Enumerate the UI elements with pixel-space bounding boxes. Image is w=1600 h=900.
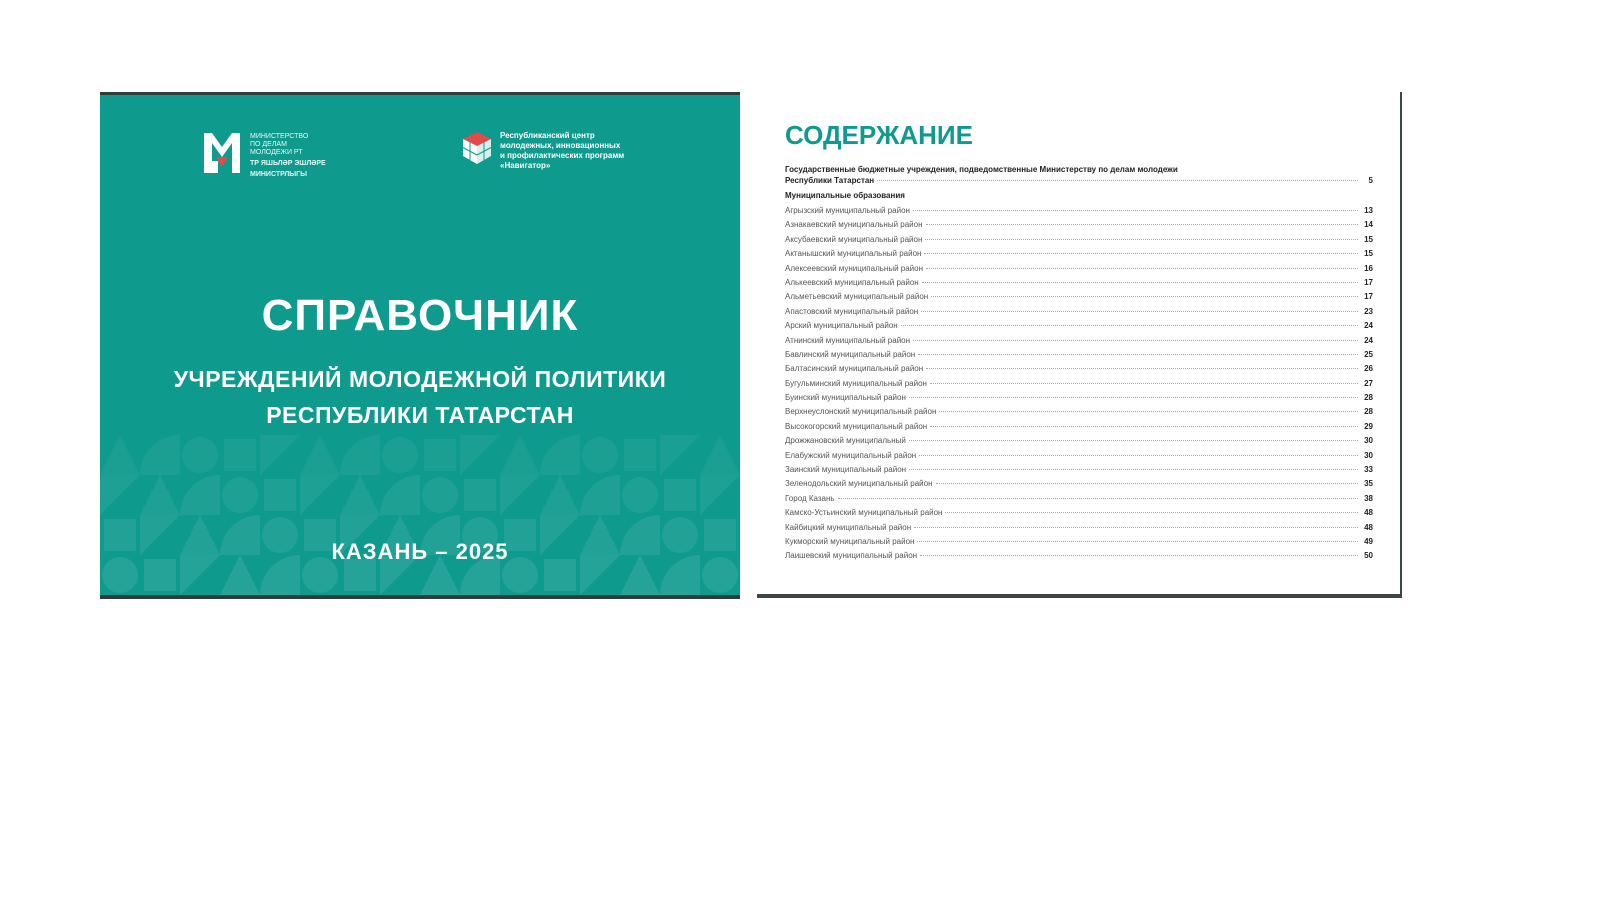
toc-leader-dots xyxy=(931,296,1358,297)
toc-item-page: 30 xyxy=(1364,436,1373,446)
pattern-shape xyxy=(424,439,456,471)
toc-leader-dots xyxy=(909,397,1358,398)
toc-leader-dots xyxy=(901,325,1358,326)
toc-item-page: 15 xyxy=(1364,234,1373,244)
pattern-shape xyxy=(422,477,458,513)
toc-item-label: Арский муниципальный район xyxy=(785,321,898,331)
pattern-shape xyxy=(222,477,258,513)
pattern-shape xyxy=(142,597,178,599)
toc-item-page: 14 xyxy=(1364,220,1373,230)
toc-item[interactable] xyxy=(785,206,1373,220)
center-logo-line-4: «Навигатор» xyxy=(500,161,551,170)
toc-item[interactable] xyxy=(785,508,1373,522)
pattern-shape xyxy=(622,477,658,513)
ministry-logo-tatar-2: МИНИСТРЛЫГЫ xyxy=(250,171,307,178)
pattern-shape xyxy=(264,479,296,511)
cover-page xyxy=(100,92,740,599)
toc-item[interactable] xyxy=(785,523,1373,537)
toc-item-page: 28 xyxy=(1364,393,1373,403)
toc-leader-dots xyxy=(913,210,1358,211)
toc-leader-dots xyxy=(926,224,1358,225)
toc-leader-dots xyxy=(924,253,1358,254)
toc-header-line-1: Государственные бюджетные учреждения, подведомственные Министерству по делам молодежи xyxy=(785,165,1178,174)
toc-item-label: Балтасинский муниципальный район xyxy=(785,364,924,374)
toc-item[interactable] xyxy=(785,436,1373,450)
ministry-logo xyxy=(204,133,326,179)
ministry-logo-line-2: ПО ДЕЛАМ xyxy=(250,141,287,148)
toc-item-label: Кайбицкий муниципальный район xyxy=(785,522,912,532)
toc-item[interactable] xyxy=(785,292,1373,306)
pattern-shape xyxy=(300,475,340,515)
toc-item-label: Верхнеуслонский муниципальный район xyxy=(785,407,937,417)
toc-leader-dots xyxy=(920,555,1358,556)
toc-item-label: Лаишевский муниципальный район xyxy=(785,551,918,561)
pattern-shape xyxy=(624,439,656,471)
toc-item-label: Алькеевский муниципальный район xyxy=(785,277,919,287)
toc-item[interactable] xyxy=(785,393,1373,407)
pattern-shape xyxy=(620,595,660,599)
toc-items xyxy=(785,206,1373,566)
toc-item-page: 33 xyxy=(1364,465,1373,475)
pattern-shape xyxy=(664,479,696,511)
toc-leader-dots xyxy=(877,180,1358,181)
pattern-shape xyxy=(342,597,378,599)
toc-item-label: Камско-Устьинский муниципальный район xyxy=(785,508,943,518)
toc-item[interactable] xyxy=(785,451,1373,465)
toc-header-entry[interactable] xyxy=(785,176,1373,188)
toc-item-page: 26 xyxy=(1364,364,1373,374)
pattern-shape xyxy=(140,475,180,515)
pattern-shape xyxy=(182,437,218,473)
toc-item[interactable] xyxy=(785,379,1373,393)
toc-leader-dots xyxy=(945,512,1358,513)
table-of-contents xyxy=(785,164,1373,566)
pattern-shape xyxy=(660,595,700,599)
toc-item-label: Аксубаевский муниципальный район xyxy=(785,234,923,244)
toc-item-label: Альметьевский муниципальный район xyxy=(785,292,929,302)
toc-item-page: 29 xyxy=(1364,421,1373,431)
pattern-shape xyxy=(500,475,540,515)
toc-item[interactable] xyxy=(785,479,1373,493)
toc-item[interactable] xyxy=(785,422,1373,436)
center-logo-line-3: и профилактических программ xyxy=(500,151,625,160)
toc-item[interactable] xyxy=(785,537,1373,551)
toc-item[interactable] xyxy=(785,235,1373,249)
pattern-shape xyxy=(140,435,180,475)
pattern-shape xyxy=(460,435,500,475)
toc-item-label: Дрожжановский муниципальный xyxy=(785,436,906,446)
toc-item[interactable] xyxy=(785,220,1373,234)
cover-subtitle-line-1: УЧРЕЖДЕНИЙ МОЛОДЕЖНОЙ ПОЛИТИКИ xyxy=(173,366,667,392)
toc-item-page: 27 xyxy=(1364,378,1373,388)
pattern-shape xyxy=(340,435,380,475)
toc-leader-dots xyxy=(917,541,1358,542)
toc-leader-dots xyxy=(930,426,1358,427)
toc-item-label: Елабужский муниципальный район xyxy=(785,450,917,460)
pattern-shape xyxy=(700,435,740,475)
toc-item-page: 24 xyxy=(1364,321,1373,331)
toc-item-page: 50 xyxy=(1364,551,1373,561)
toc-item[interactable] xyxy=(785,278,1373,292)
pattern-shape xyxy=(382,437,418,473)
toc-item-page: 24 xyxy=(1364,335,1373,345)
toc-item-page: 30 xyxy=(1364,450,1373,460)
ministry-logo-tatar-1: ТР ЯШЬЛӘР ЭШЛӘРЕ xyxy=(250,160,326,167)
toc-item-page: 48 xyxy=(1364,522,1373,532)
pattern-shape xyxy=(180,475,220,515)
cover-title: СПРАВОЧНИК xyxy=(261,291,579,340)
toc-item-page: 35 xyxy=(1364,479,1373,489)
ministry-m-icon xyxy=(204,133,240,173)
pattern-shape xyxy=(660,435,700,475)
pattern-shape xyxy=(300,435,340,475)
toc-item-page: 49 xyxy=(1364,536,1373,546)
toc-leader-dots xyxy=(921,311,1358,312)
pattern-shape xyxy=(260,435,300,475)
pattern-shape xyxy=(700,595,740,599)
pattern-shape xyxy=(100,435,140,475)
toc-item[interactable] xyxy=(785,264,1373,278)
pattern-shape xyxy=(542,597,578,599)
toc-leader-dots xyxy=(909,440,1358,441)
toc-item[interactable] xyxy=(785,407,1373,421)
toc-item-label: Заинский муниципальный район xyxy=(785,465,907,475)
contents-page xyxy=(757,92,1402,598)
pattern-shape xyxy=(300,595,340,599)
center-logo-line-1: Республиканский центр xyxy=(500,131,595,140)
toc-header-line-2: Республики Татарстан xyxy=(785,176,875,185)
pattern-shape xyxy=(500,435,540,475)
geometric-pattern xyxy=(100,435,740,599)
toc-item-label: Бугульминский муниципальный район xyxy=(785,378,927,388)
toc-item-page: 38 xyxy=(1364,493,1373,503)
pattern-shape xyxy=(464,479,496,511)
pattern-shape xyxy=(582,437,618,473)
toc-leader-dots xyxy=(926,368,1358,369)
toc-leader-dots xyxy=(838,498,1358,499)
pattern-shape xyxy=(540,435,580,475)
pattern-shape xyxy=(500,595,540,599)
cover-subtitle xyxy=(100,361,740,433)
toc-item[interactable] xyxy=(785,465,1373,479)
toc-item-label: Бавлинский муниципальный район xyxy=(785,349,916,359)
toc-item[interactable] xyxy=(785,350,1373,364)
toc-item-page: 17 xyxy=(1364,277,1373,287)
toc-item-page: 15 xyxy=(1364,249,1373,259)
toc-leader-dots xyxy=(936,483,1359,484)
contents-title: СОДЕРЖАНИЕ xyxy=(785,120,973,150)
pattern-shape xyxy=(220,595,260,599)
center-logo-line-2: молодежных, инновационных xyxy=(500,141,621,150)
toc-section-title: Муниципальные образования xyxy=(785,191,905,200)
toc-leader-dots xyxy=(909,469,1358,470)
pattern-shape xyxy=(540,475,580,515)
toc-leader-dots xyxy=(926,268,1358,269)
navigator-logo xyxy=(462,131,650,171)
toc-item-page: 23 xyxy=(1364,306,1373,316)
toc-item[interactable] xyxy=(785,494,1373,508)
pattern-shape xyxy=(340,475,380,515)
toc-item-label: Азнакаевский муниципальный район xyxy=(785,220,923,230)
cube-logo-icon xyxy=(462,131,492,165)
toc-leader-dots xyxy=(930,383,1358,384)
toc-item-label: Высокогорский муниципальный район xyxy=(785,421,928,431)
toc-leader-dots xyxy=(922,282,1358,283)
toc-header-page: 5 xyxy=(1368,176,1373,185)
toc-item[interactable] xyxy=(785,336,1373,350)
toc-item[interactable] xyxy=(785,321,1373,335)
toc-item[interactable] xyxy=(785,307,1373,321)
pattern-shape xyxy=(700,475,740,515)
toc-item-page: 48 xyxy=(1364,508,1373,518)
pattern-shape xyxy=(380,475,420,515)
toc-item[interactable] xyxy=(785,364,1373,378)
toc-item-page: 25 xyxy=(1364,349,1373,359)
cover-city-year: КАЗАНЬ – 2025 xyxy=(331,539,509,564)
toc-leader-dots xyxy=(914,527,1358,528)
ministry-logo-line-3: МОЛОДЕЖИ РТ xyxy=(250,149,303,156)
toc-item-label: Апастовский муниципальный район xyxy=(785,306,919,316)
pattern-shape xyxy=(100,595,140,599)
ministry-logo-line-1: МИНИСТЕРСТВО xyxy=(250,133,309,140)
toc-item-label: Атнинский муниципальный район xyxy=(785,335,911,345)
pattern-shape xyxy=(460,595,500,599)
toc-leader-dots xyxy=(919,455,1358,456)
toc-leader-dots xyxy=(918,354,1358,355)
toc-item-label: Агрызский муниципальный район xyxy=(785,206,910,215)
toc-item-label: Зеленодольский муниципальный район xyxy=(785,479,933,489)
toc-item-label: Актанышский муниципальный район xyxy=(785,249,922,259)
pattern-shape xyxy=(420,595,460,599)
cover-subtitle-line-2: РЕСПУБЛИКИ ТАТАРСТАН xyxy=(266,402,574,428)
toc-item-label: Буинский муниципальный район xyxy=(785,393,906,403)
pattern-shape xyxy=(580,475,620,515)
toc-leader-dots xyxy=(939,411,1358,412)
toc-leader-dots xyxy=(925,239,1358,240)
toc-item[interactable] xyxy=(785,551,1373,565)
toc-item-label: Город Казань xyxy=(785,493,835,503)
toc-item-page: 28 xyxy=(1364,407,1373,417)
toc-leader-dots xyxy=(913,340,1358,341)
toc-item-label: Кукморский муниципальный район xyxy=(785,536,915,546)
toc-item[interactable] xyxy=(785,249,1373,263)
toc-item-page: 16 xyxy=(1364,263,1373,273)
pattern-shape xyxy=(224,439,256,471)
pattern-shape xyxy=(100,475,140,515)
toc-item-label: Алексеевский муниципальный район xyxy=(785,263,923,273)
toc-item-page: 13 xyxy=(1364,206,1373,215)
toc-item-page: 17 xyxy=(1364,292,1373,302)
pattern-shape xyxy=(260,595,300,599)
